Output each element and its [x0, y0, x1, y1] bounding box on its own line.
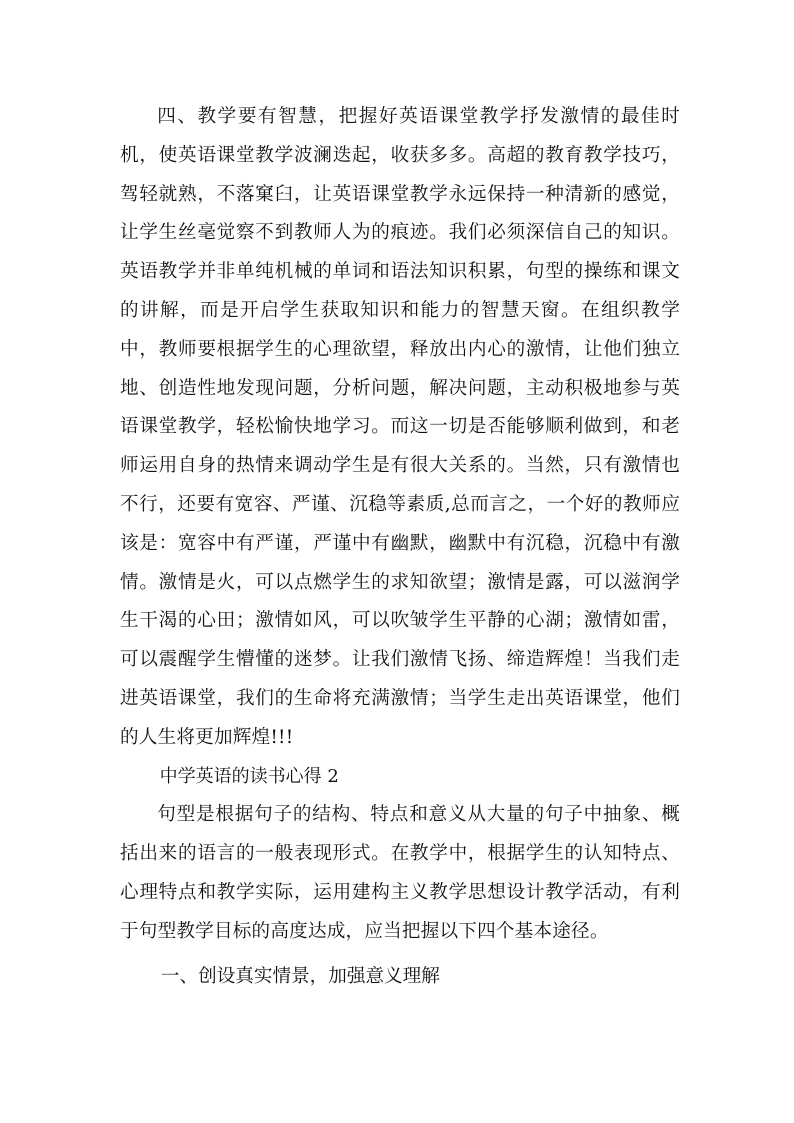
section-heading: 中学英语的读书心得 2: [159, 765, 339, 787]
document-body: [120, 98, 680, 996]
subheading-create-situations: 一、创设真实情景，加强意义理解: [160, 965, 440, 987]
paragraph-teaching-wisdom: 四、教学要有智慧，把握好英语课堂教学抒发激情的最佳时机，使英语课堂教学波澜迭起，收获多多。高超的教育教学技巧，驾轻就熟，不落窠臼，让英语课堂教学永远保持一种清新的感觉，让学生丝毫觉察不到教师人为的痕迹。我们必须深信自己的知识。英语教学并非单纯机械的单词和语法知识积累，句型的操练和课文的讲解，而是开启学生获取知识和能力的智慧天窗。在组织教学中，教师要根据学生的心理欲望，释放出内心的激情，让他们独立地、创造性地发现问题，分析问题，解决问题，主动积极地参与英语课堂教学，轻松愉快地学习。而这一切是否能够顺利做到，和老师运用自身的热情来调动学生是有很大关系的。当然，只有激情也不行，还要有宽容、严谨、沉稳等素质,总而言之，一个好的教师应该是：宽容中有严谨，严谨中有幽默，幽默中有沉稳，沉稳中有激情。激情是火，可以点燃学生的求知欲望；激情是露，可以滋润学生干渴的心田；激情如风，可以吹皱学生平静的心湖；激情如雷，可以震醒学生懵懂的迷梦。让我们激情飞扬、缔造辉煌！当我们走进英语课堂，我们的生命将充满激情；当学生走出英语课堂，他们的人生将更加辉煌!!!: [120, 106, 680, 748]
paragraph-sentence-patterns: 句型是根据句子的结构、特点和意义从大量的句子中抽象、概括出来的语言的一般表现形式。在教学中，根据学生的认知特点、心理特点和教学实际，运用建构主义教学思想设计教学活动，有利于句型教学目标的高度达成，应当把握以下四个基本途径。: [120, 804, 680, 942]
